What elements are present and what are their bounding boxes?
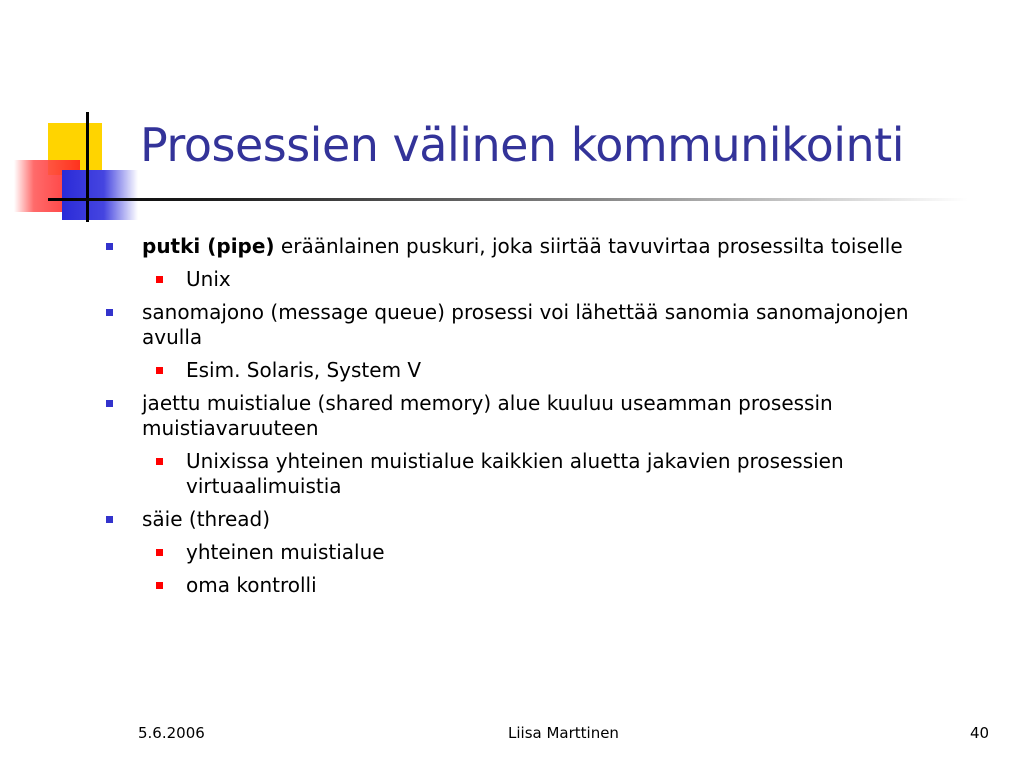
square-bullet-icon [156,458,163,465]
vertical-line-decoration [86,112,89,222]
footer-date: 5.6.2006 [138,724,205,742]
item-text: Unixissa yhteinen muistialue kaikkien aluetta jakavien prosessien virtuaalimuistia [186,449,844,498]
square-bullet-icon [106,309,113,316]
item-term: putki (pipe) [142,234,275,258]
bullet-list [100,234,960,606]
list-item [100,507,960,532]
title-underline-decoration [48,198,968,201]
square-bullet-icon [106,400,113,407]
square-bullet-icon [156,367,163,374]
item-text: säie (thread) [142,507,271,531]
list-item [100,234,960,259]
item-text: sanomajono (message queue) prosessi voi lähettää sanomia sanomajonojen avulla [142,300,909,349]
list-item [100,540,960,565]
footer-page-number: 40 [970,724,990,742]
item-text: jaettu muistialue (shared memory) alue kuuluu useamman prosessin muistiavaruuteen [142,391,833,440]
item-text: oma kontrolli [186,573,317,597]
square-bullet-icon [106,516,113,523]
footer-author: Liisa Marttinen [508,724,619,742]
item-text: yhteinen muistialue [186,540,385,564]
list-item [100,358,960,383]
list-item [100,300,960,350]
square-bullet-icon [156,549,163,556]
square-bullet-icon [156,582,163,589]
item-text: Esim. Solaris, System V [186,358,422,382]
list-item [100,449,960,499]
item-text: eräänlainen puskuri, joka siirtää tavuvirtaa prosessilta toiselle [274,234,903,258]
item-text: Unix [186,267,231,291]
slide-title: Prosessien välinen kommunikointi [140,118,904,172]
blue-square-decoration [62,170,138,220]
square-bullet-icon [106,243,113,250]
square-bullet-icon [156,276,163,283]
list-item [100,267,960,292]
list-item [100,391,960,441]
list-item [100,573,960,598]
